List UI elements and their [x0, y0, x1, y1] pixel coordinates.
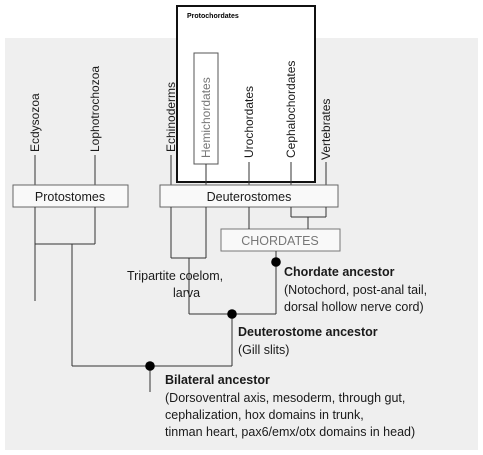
tripartite-label-line1: Tripartite coelom, — [127, 269, 224, 283]
deuterostome-ancestor-node — [227, 309, 237, 319]
protochordates-title: Protochordates — [187, 13, 239, 20]
deuterostome-ancestor-heading: Deuterostome ancestor — [238, 325, 378, 339]
bilateral-ancestor-heading: Bilateral ancestor — [165, 373, 270, 387]
chordate-ancestor-heading: Chordate ancestor — [284, 265, 395, 279]
chordates-label: CHORDATES — [241, 234, 319, 248]
deuterostome-ancestor-traits: (Gill slits) — [238, 343, 290, 357]
deuterostomes-label: Deuterostomes — [206, 190, 292, 204]
taxon-vertebrates: Vertebrates — [319, 98, 333, 160]
chordate-ancestor-traits-2: dorsal hollow nerve cord) — [284, 300, 424, 314]
taxon-echinoderms: Echinoderms — [164, 81, 178, 152]
bilateral-ancestor-node — [145, 361, 155, 371]
taxon-urochordates: Urochordates — [242, 85, 256, 158]
bilateral-ancestor-traits-1: (Dorsoventral axis, mesoderm, through gut, — [165, 391, 406, 405]
taxon-ecdysozoa: Ecdysozoa — [28, 93, 42, 152]
bilateral-ancestor-traits-2: cephalization, hox domains in trunk, — [165, 408, 364, 422]
taxon-cephalochordates: Cephalochordates — [284, 60, 298, 158]
chordate-ancestor-node — [271, 257, 281, 267]
bilateral-ancestor-traits-3: tinman heart, pax6/emx/otx domains in head) — [165, 425, 416, 439]
taxon-hemichordates: Hemichordates — [199, 77, 213, 158]
chordate-ancestor-traits-1: (Notochord, post-anal tail, — [284, 283, 428, 297]
tripartite-label-line2: larva — [173, 286, 201, 300]
taxon-lophotrochozoa: Lophotrochozoa — [88, 65, 102, 152]
protostomes-label: Protostomes — [34, 190, 106, 204]
